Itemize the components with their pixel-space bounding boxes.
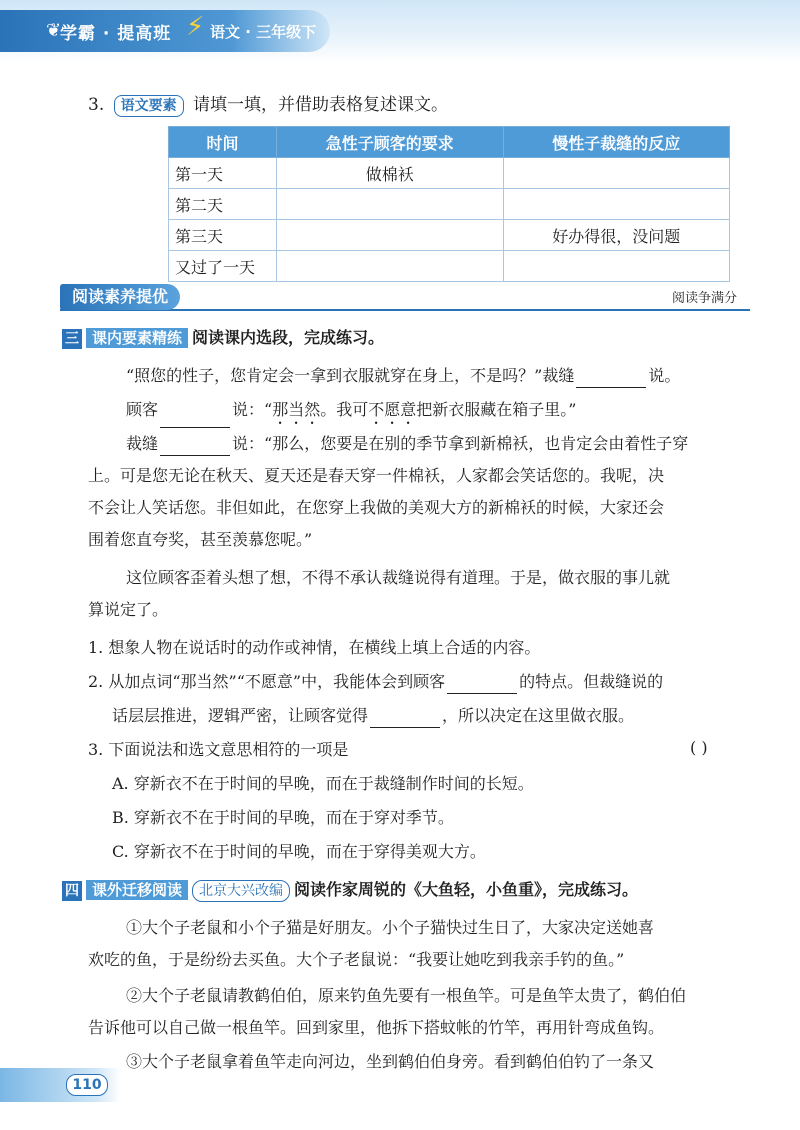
table-cell[interactable] bbox=[503, 158, 730, 189]
question-text: 话层层推进，逻辑严密，让顾客觉得 bbox=[112, 706, 369, 725]
passage-line: 算说定了。 bbox=[88, 600, 169, 619]
question-line: 3. 下面说法和选文意思相符的一项是 bbox=[88, 740, 349, 759]
section-subtitle: 阅读争满分 bbox=[672, 291, 738, 306]
question-text: 2. 从加点词“那当然”“不愿意”中，我能体会到顾客 bbox=[88, 672, 446, 691]
answer-blank[interactable] bbox=[370, 709, 440, 728]
brand-title: 学霸 · 提高班 bbox=[60, 24, 172, 44]
question-tag: 语文要素 bbox=[114, 95, 184, 117]
question-3 bbox=[88, 90, 448, 117]
passage-line bbox=[126, 432, 796, 456]
part-title: 阅读作家周锐的《大鱼轻，小鱼重》，完成练习。 bbox=[294, 880, 639, 899]
answer-blank[interactable] bbox=[447, 675, 517, 694]
table-row bbox=[169, 189, 730, 220]
table-header: 急性子顾客的要求 bbox=[277, 127, 504, 158]
table-row bbox=[169, 158, 730, 189]
part4-heading bbox=[62, 878, 732, 902]
table-cell[interactable]: 做棉袄 bbox=[277, 158, 504, 189]
part-number: 三 bbox=[62, 329, 82, 349]
story-table bbox=[168, 126, 730, 282]
passage-line: 这位顾客歪着头想了想，不得不承认裁缝说得有道理。于是，做衣服的事儿就 bbox=[126, 568, 671, 587]
source-badge: 北京大兴改编 bbox=[192, 880, 290, 902]
passage-line: 欢吃的鱼，于是纷纷去买鱼。大个子老鼠说：“我要让她吃到我亲手钓的鱼。” bbox=[88, 950, 625, 969]
bolt-icon: ⚡ bbox=[186, 12, 205, 42]
table-cell[interactable] bbox=[277, 220, 504, 251]
question-line bbox=[88, 670, 758, 694]
answer-blank[interactable] bbox=[576, 369, 646, 388]
question-number: 3. bbox=[88, 95, 105, 115]
table-cell[interactable] bbox=[503, 251, 730, 282]
table-cell[interactable]: 好办得很，没问题 bbox=[503, 220, 730, 251]
answer-blank[interactable] bbox=[160, 437, 230, 456]
option-c[interactable]: C. 穿新衣不在于时间的早晚，而在于穿得美观大方。 bbox=[112, 842, 486, 861]
table-row bbox=[169, 251, 730, 282]
table-cell[interactable] bbox=[277, 189, 504, 220]
passage-line: ①大个子老鼠和小个子猫是好朋友。小个子猫快过生日了，大家决定送她喜 bbox=[126, 918, 655, 937]
passage-line bbox=[126, 398, 796, 428]
table-cell: 第三天 bbox=[169, 220, 277, 251]
table-header: 时间 bbox=[169, 127, 277, 158]
part-tag: 课外迁移阅读 bbox=[86, 880, 188, 900]
question-text: 的特点。但裁缝说的 bbox=[519, 672, 664, 691]
answer-paren[interactable]: ( ) bbox=[690, 738, 708, 757]
passage-text: 顾客 bbox=[126, 400, 159, 419]
part3-heading bbox=[62, 326, 732, 350]
page-number: 110 bbox=[66, 1074, 108, 1096]
passage-line: 告诉他可以自己做一根鱼竿。回到家里，他拆下搭蚊帐的竹竿，再用针弯成鱼钩。 bbox=[88, 1018, 665, 1037]
swoosh-icon: ❦ bbox=[46, 20, 62, 41]
passage-line: 不会让人笑话您。非但如此，在您穿上我做的美观大方的新棉袄的时候，大家还会 bbox=[88, 498, 665, 517]
option-a[interactable]: A. 穿新衣不在于时间的早晚，而在于裁缝制作时间的长短。 bbox=[112, 774, 534, 793]
passage-line: ②大个子老鼠请教鹤伯伯，原来钓鱼先要有一根鱼竿。可是鱼竿太贵了，鹤伯伯 bbox=[126, 986, 687, 1005]
table-header: 慢性子裁缝的反应 bbox=[503, 127, 730, 158]
table-cell: 第一天 bbox=[169, 158, 277, 189]
table-cell[interactable] bbox=[277, 251, 504, 282]
question-line bbox=[112, 704, 782, 728]
emphasized-word: 不愿意 bbox=[368, 400, 417, 419]
passage-line bbox=[126, 364, 796, 388]
table-row bbox=[169, 220, 730, 251]
passage-text: 说。 bbox=[648, 366, 681, 385]
question-line: 1. 想象人物在说话时的动作或神情，在横线上填上合适的内容。 bbox=[88, 638, 541, 657]
passage-text: “照您的性子，您肯定会一拿到衣服就穿在身上，不是吗？”裁缝 bbox=[126, 366, 575, 385]
table-cell[interactable] bbox=[503, 189, 730, 220]
table-cell: 第二天 bbox=[169, 189, 277, 220]
passage-text: 说：“ bbox=[232, 400, 273, 419]
section-title: 阅读素养提优 bbox=[60, 284, 180, 310]
part-title: 阅读课内选段，完成练习。 bbox=[192, 328, 385, 347]
table-header-row bbox=[169, 127, 730, 158]
answer-blank[interactable] bbox=[160, 409, 230, 428]
subject-title: 语文 · 三年级下 bbox=[210, 23, 317, 41]
emphasized-word: 那当然 bbox=[272, 400, 321, 419]
option-b[interactable]: B. 穿新衣不在于时间的早晚，而在于穿对季节。 bbox=[112, 808, 454, 827]
passage-line: ③大个子老鼠拿着鱼竿走向河边，坐到鹤伯伯身旁。看到鹤伯伯钓了一条又 bbox=[126, 1052, 655, 1071]
passage-text: 说：“那么，您要是在别的季节拿到新棉袄，也肯定会由着性子穿 bbox=[232, 434, 689, 453]
passage-text: 裁缝 bbox=[126, 434, 159, 453]
question-text: 请填一填，并借助表格复述课文。 bbox=[193, 95, 449, 115]
question-text: ，所以决定在这里做衣服。 bbox=[442, 706, 635, 725]
passage-text: 。我可 bbox=[320, 400, 369, 419]
part-number: 四 bbox=[62, 881, 82, 901]
passage-line: 围着您直夸奖，甚至羡慕您呢。” bbox=[88, 530, 313, 549]
passage-text: 把新衣服藏在箱子里。” bbox=[416, 400, 577, 419]
table-cell: 又过了一天 bbox=[169, 251, 277, 282]
part-tag: 课内要素精练 bbox=[86, 328, 188, 348]
passage-line: 上。可是您无论在秋天、夏天还是春天穿一件棉袄，人家都会笑话您的。我呢，决 bbox=[88, 466, 665, 485]
